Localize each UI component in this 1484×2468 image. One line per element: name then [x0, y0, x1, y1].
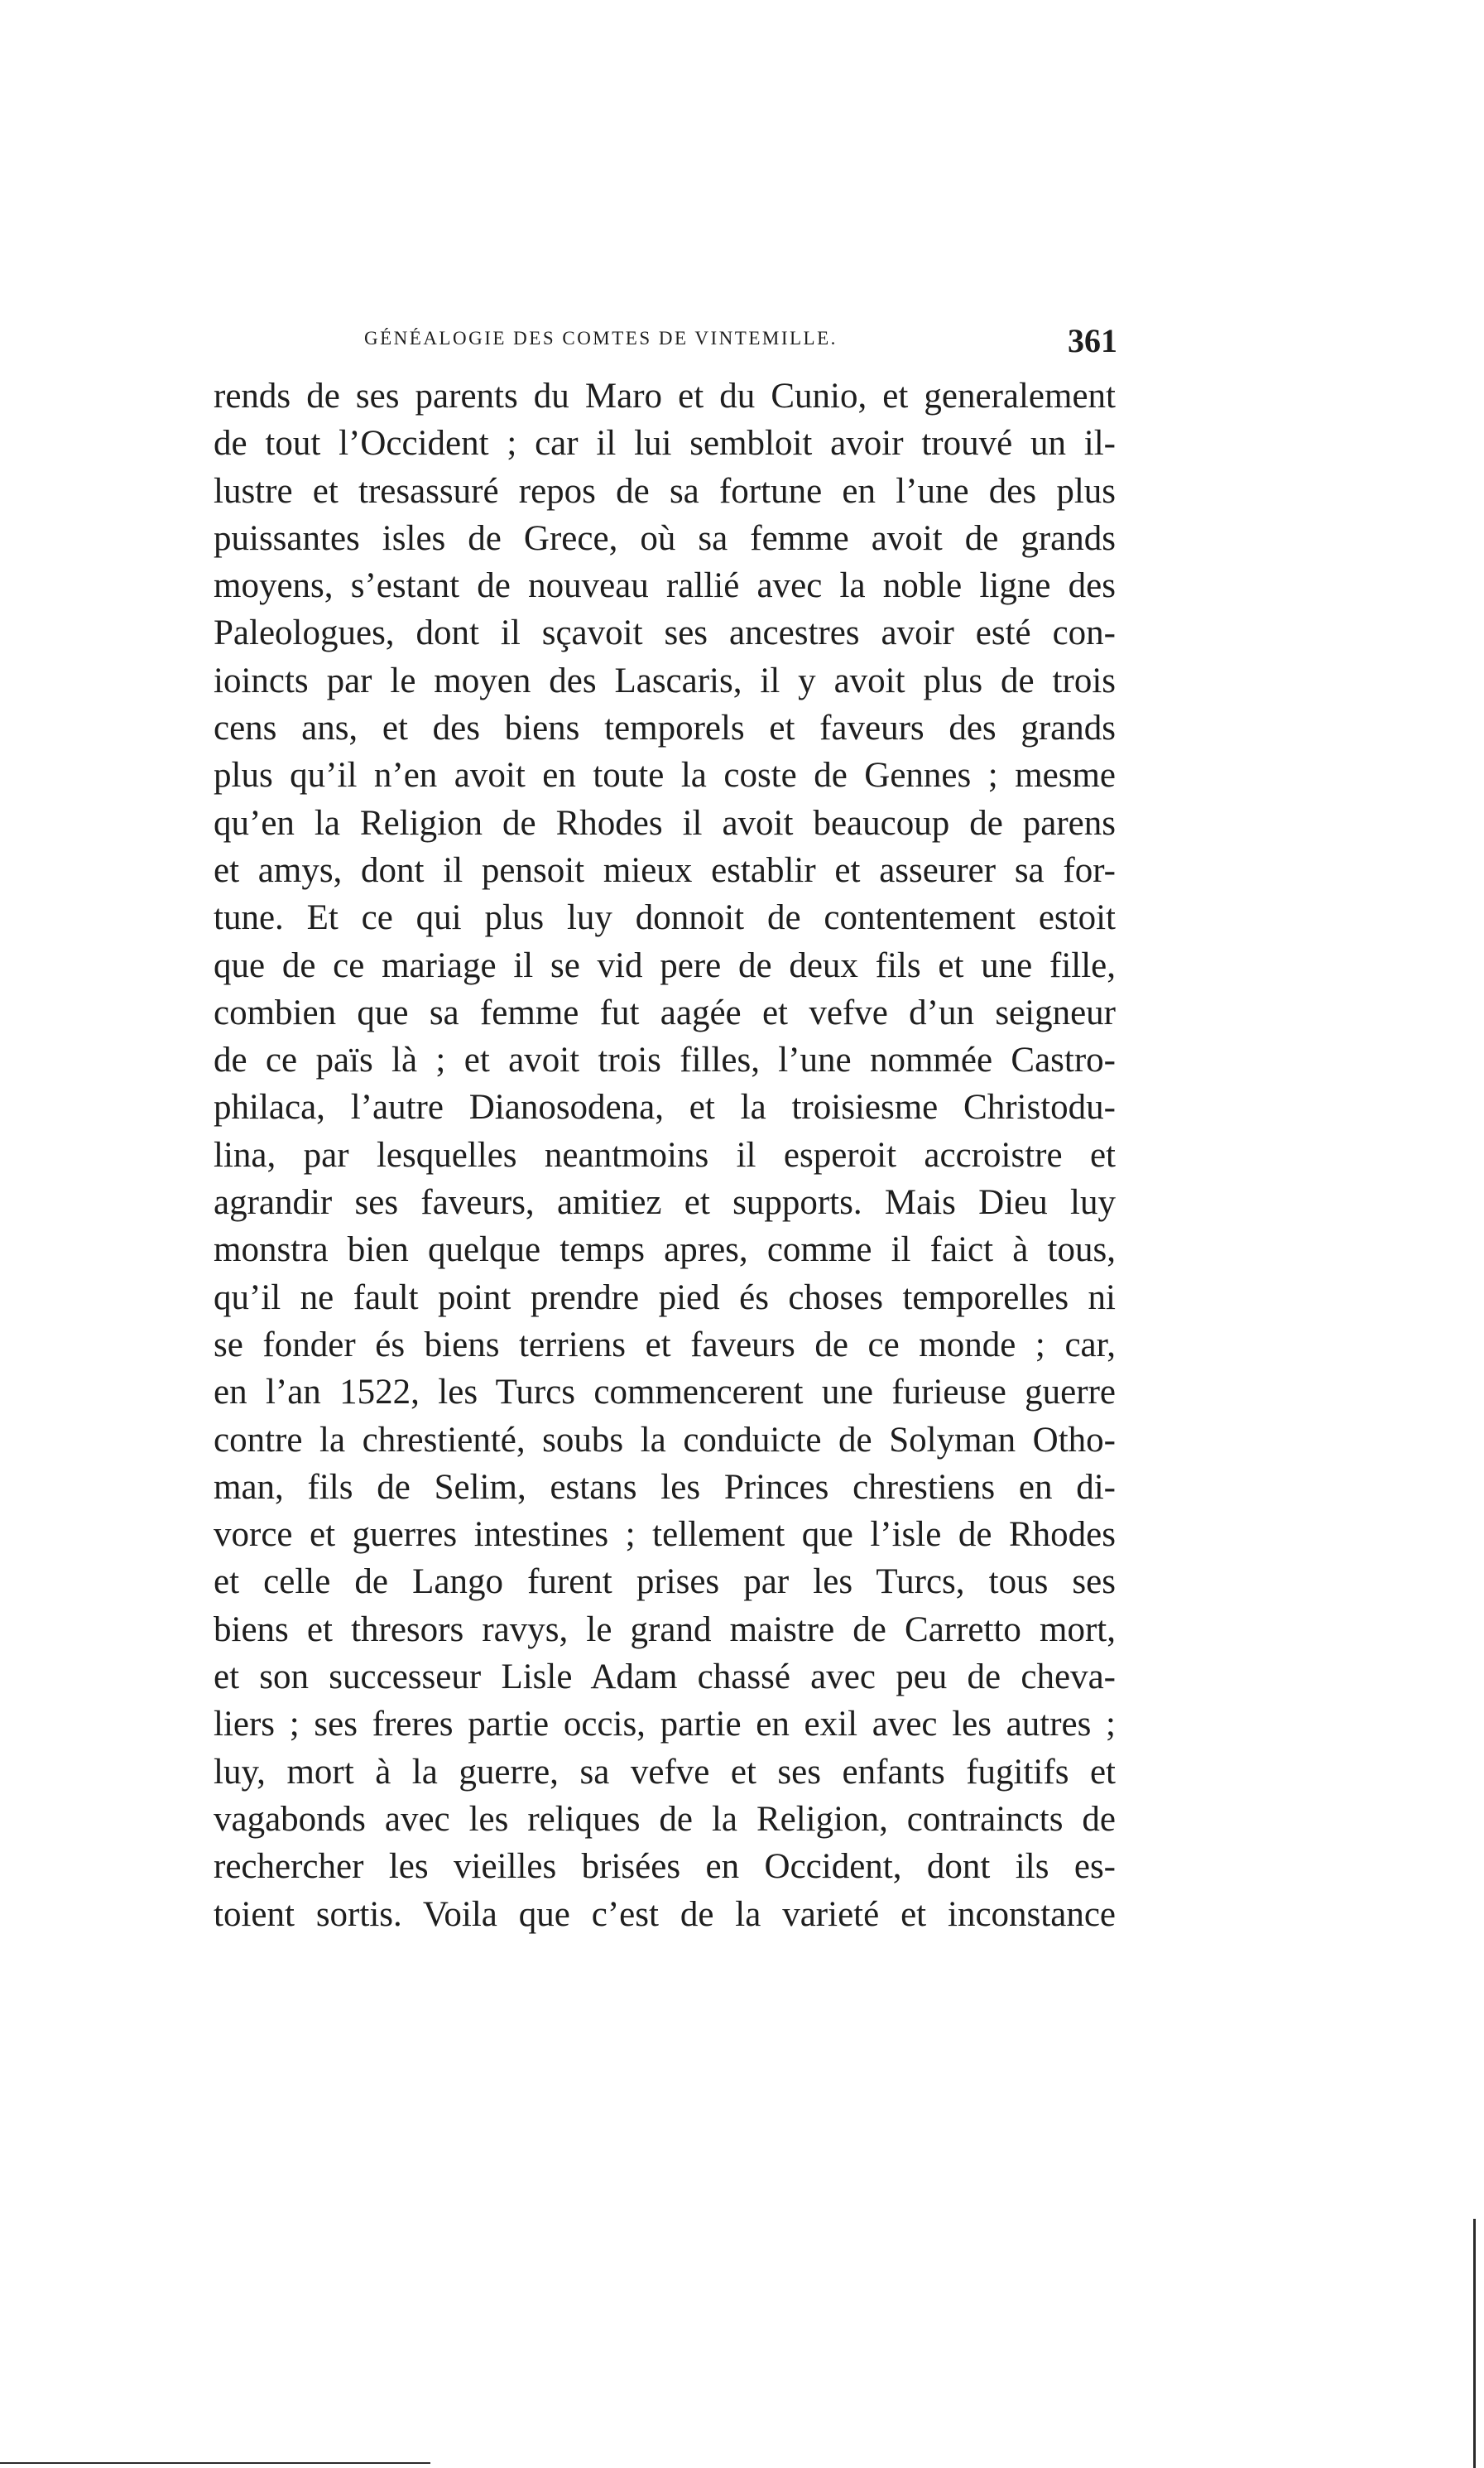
text-line: lina, par lesquelles neantmoins il esperoit accroistre et: [214, 1135, 1116, 1175]
text-line: combien que sa femme fut aagée et vefve d’un seigneur: [214, 993, 1116, 1032]
text-line: toient sortis. Voila que c’est de la varieté et inconstance: [214, 1894, 1116, 1934]
text-line: agrandir ses faveurs, amitiez et supports. Mais Dieu luy: [214, 1183, 1116, 1223]
text-line: philaca, l’autre Dianosodena, et la troisiesme Christodu-: [214, 1088, 1116, 1128]
text-line: se fonder és biens terriens et faveurs de ce monde ; car,: [214, 1325, 1116, 1364]
text-line: en l’an 1522, les Turcs commencerent une furieuse guerre: [214, 1373, 1116, 1412]
text-line: liers ; ses freres partie occis, partie en exil avec les autres ;: [214, 1705, 1116, 1744]
text-line: biens et thresors ravys, le grand maistre de Carretto mort,: [214, 1609, 1116, 1649]
body-text: [214, 373, 1116, 1938]
bottom-rule-line: [0, 2462, 430, 2464]
page-edge-line: [1473, 2219, 1476, 2468]
text-line: puissantes isles de Grece, où sa femme avoit de grands: [214, 518, 1116, 558]
page-number: 361: [1068, 322, 1117, 359]
text-line: qu’en la Religion de Rhodes il avoit beaucoup de parens: [214, 803, 1116, 843]
text-line: tune. Et ce qui plus luy donnoit de contentement estoit: [214, 898, 1116, 938]
text-line: contre la chrestienté, soubs la conduicte de Solyman Otho-: [214, 1420, 1116, 1460]
text-line: Paleologues, dont il sçavoit ses ancestres avoir esté con-: [214, 613, 1116, 653]
text-line: monstra bien quelque temps apres, comme il faict à tous,: [214, 1230, 1116, 1270]
text-line: et celle de Lango furent prises par les Turcs, tous ses: [214, 1562, 1116, 1602]
text-line: man, fils de Selim, estans les Princes chrestiens en di-: [214, 1467, 1116, 1507]
text-line: qu’il ne fault point prendre pied és choses temporelles ni: [214, 1277, 1116, 1317]
text-line: rends de ses parents du Maro et du Cunio, et generalement: [214, 377, 1116, 416]
text-line: vagabonds avec les reliques de la Religion, contraincts de: [214, 1799, 1116, 1839]
text-line: plus qu’il n’en avoit en toute la coste de Gennes ; mesme: [214, 756, 1116, 796]
text-line: lustre et tresassuré repos de sa fortune en l’une des plus: [214, 471, 1116, 511]
text-line: luy, mort à la guerre, sa vefve et ses enfants fugitifs et: [214, 1752, 1116, 1792]
running-header: [364, 321, 1134, 363]
text-line: et amys, dont il pensoit mieux establir et asseurer sa for-: [214, 850, 1116, 890]
text-line: de ce païs là ; et avoit trois filles, l’une nommée Castro-: [214, 1041, 1116, 1080]
text-line: vorce et guerres intestines ; tellement que l’isle de Rhodes: [214, 1515, 1116, 1555]
text-line: de tout l’Occident ; car il lui sembloit avoir trouvé un il-: [214, 424, 1116, 464]
text-line: cens ans, et des biens temporels et faveurs des grands: [214, 709, 1116, 748]
running-title: GÉNÉALOGIE DES COMTES DE VINTEMILLE.: [364, 328, 838, 349]
text-line: moyens, s’estant de nouveau rallié avec la noble ligne des: [214, 566, 1116, 606]
text-line: que de ce mariage il se vid pere de deux fils et une fille,: [214, 945, 1116, 985]
text-line: ioincts par le moyen des Lascaris, il y avoit plus de trois: [214, 661, 1116, 700]
text-line: rechercher les vieilles brisées en Occident, dont ils es-: [214, 1847, 1116, 1887]
text-line: et son successeur Lisle Adam chassé avec peu de cheva-: [214, 1657, 1116, 1697]
